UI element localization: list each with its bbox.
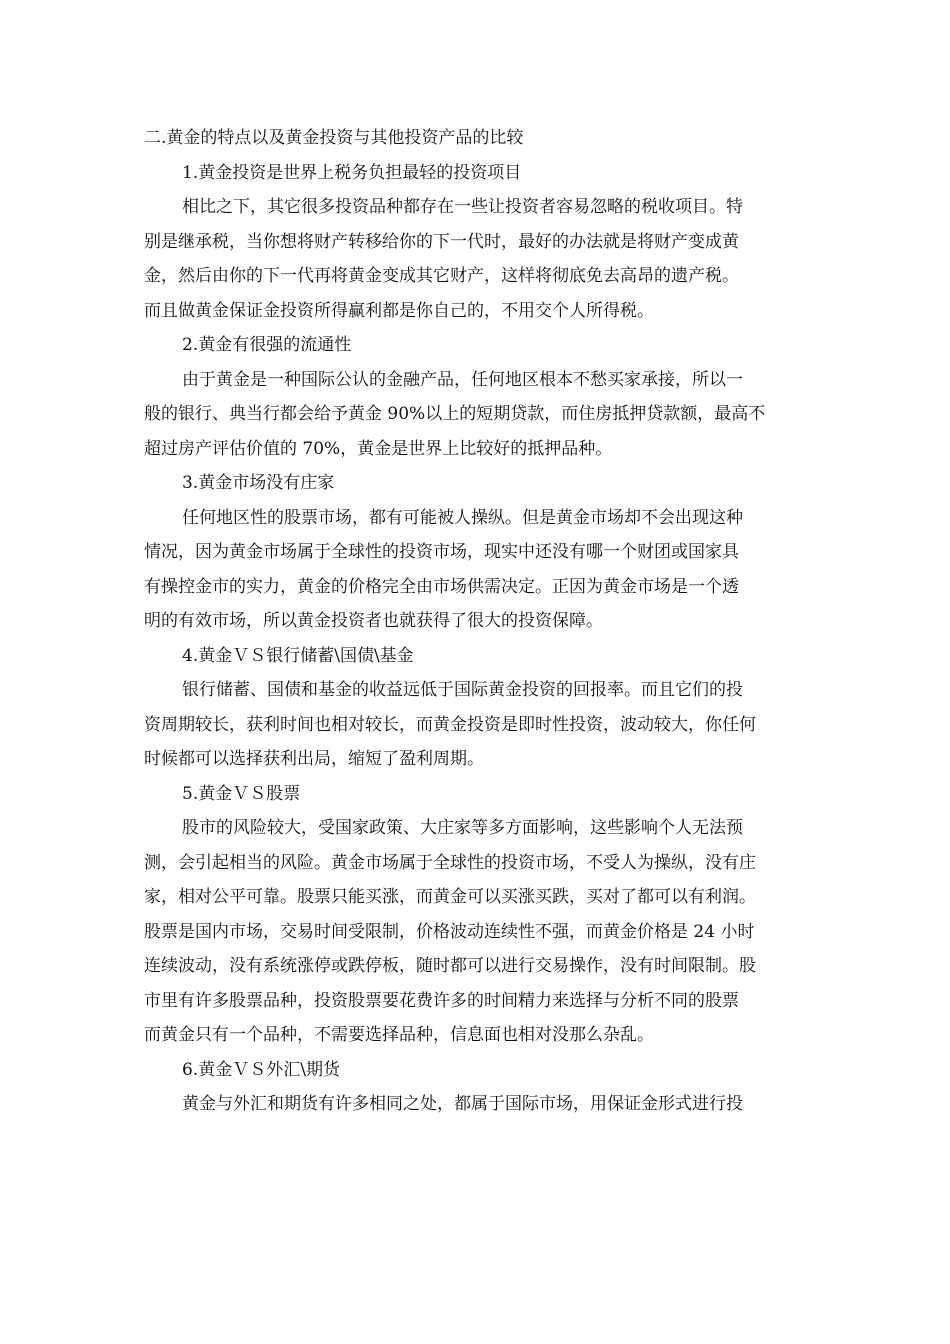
section-heading: 3.黄金市场没有庄家 — [182, 473, 335, 493]
paragraph-line: 有操控金市的实力，黄金的价格完全由市场供需决定。正因为黄金市场是一个透 — [144, 576, 739, 597]
paragraph-line: 由于黄金是一种国际公认的金融产品，任何地区根本不愁买家承接，所以一 — [182, 369, 743, 390]
paragraph-line: 时候都可以选择获利出局，缩短了盈利周期。 — [144, 749, 484, 769]
paragraph-line: 别是继承税，当你想将财产转移给你的下一代时，最好的办法就是将财产变成黄 — [144, 231, 739, 252]
paragraph-line: 明的有效市场，所以黄金投资者也就获得了很大的投资保障。 — [144, 611, 603, 631]
paragraph-line: 资周期较长，获利时间也相对较长，而黄金投资是即时性投资，波动较大，你任何 — [144, 714, 756, 735]
paragraph-line: 而黄金只有一个品种，不需要选择品种，信息面也相对没那么杂乱。 — [144, 1025, 654, 1045]
section-paragraph — [144, 811, 808, 1053]
paragraph-line: 金，然后由你的下一代再将黄金变成其它财产，这样将彻底免去高昂的遗产税。 — [144, 266, 739, 286]
paragraph-line: 连续波动，没有系统涨停或跌停板，随时都可以进行交易操作，没有时间限制。股 — [144, 956, 756, 976]
document-title: 二.黄金的特点以及黄金投资与其他投资产品的比较 — [144, 128, 524, 148]
paragraph-line: 超过房产评估价值的 70%，黄金是世界上比较好的抵押品种。 — [144, 438, 613, 459]
document-body — [144, 121, 808, 1122]
paragraph-line: 测，会引起相当的风险。黄金市场属于全球性的投资市场，不受人为操纵，没有庄 — [144, 852, 756, 873]
paragraph-line: 相比之下，其它很多投资品种都存在一些让投资者容易忽略的税收项目。特 — [182, 197, 743, 217]
section-heading: 5.黄金ＶＳ股票 — [182, 783, 301, 804]
section-paragraph — [144, 673, 808, 777]
paragraph-line: 股票是国内市场，交易时间受限制，价格波动连续性不强，而黄金价格是 24 小时 — [144, 921, 755, 942]
section-paragraph — [144, 501, 808, 639]
section-paragraph — [144, 190, 808, 328]
paragraph-line: 任何地区性的股票市场，都有可能被人操纵。但是黄金市场却不会出现这种 — [182, 507, 743, 528]
paragraph-line: 银行储蓄、国债和基金的收益远低于国际黄金投资的回报率。而且它们的投 — [182, 680, 743, 700]
paragraph-line: 市里有许多股票品种，投资股票要花费许多的时间精力来选择与分析不同的股票 — [144, 990, 739, 1011]
paragraph-line: 情况，因为黄金市场属于全球性的投资市场，现实中还没有哪一个财团或国家具 — [144, 542, 739, 562]
paragraph-line: 般的银行、典当行都会给予黄金 90%以上的短期贷款，而住房抵押贷款额，最高不 — [144, 404, 766, 424]
section-heading: 4.黄金ＶＳ银行储蓄\国债\基金 — [182, 645, 414, 666]
paragraph-line: 而且做黄金保证金投资所得赢利都是你自己的，不用交个人所得税。 — [144, 300, 654, 321]
section-heading: 2.黄金有很强的流通性 — [182, 335, 352, 355]
section-heading: 1.黄金投资是世界上税务负担最轻的投资项目 — [182, 162, 522, 183]
section-paragraph — [144, 1087, 808, 1122]
section-paragraph — [144, 363, 808, 467]
paragraph-line: 股市的风险较大，受国家政策、大庄家等多方面影响，这些影响个人无法预 — [182, 818, 743, 838]
paragraph-line: 黄金与外汇和期货有许多相同之处，都属于国际市场，用保证金形式进行投 — [182, 1094, 743, 1114]
section-heading: 6.黄金ＶＳ外汇\期货 — [182, 1059, 340, 1080]
paragraph-line: 家，相对公平可靠。股票只能买涨，而黄金可以买涨买跌，买对了都可以有利润。 — [144, 887, 756, 907]
sections-container — [144, 156, 808, 1122]
